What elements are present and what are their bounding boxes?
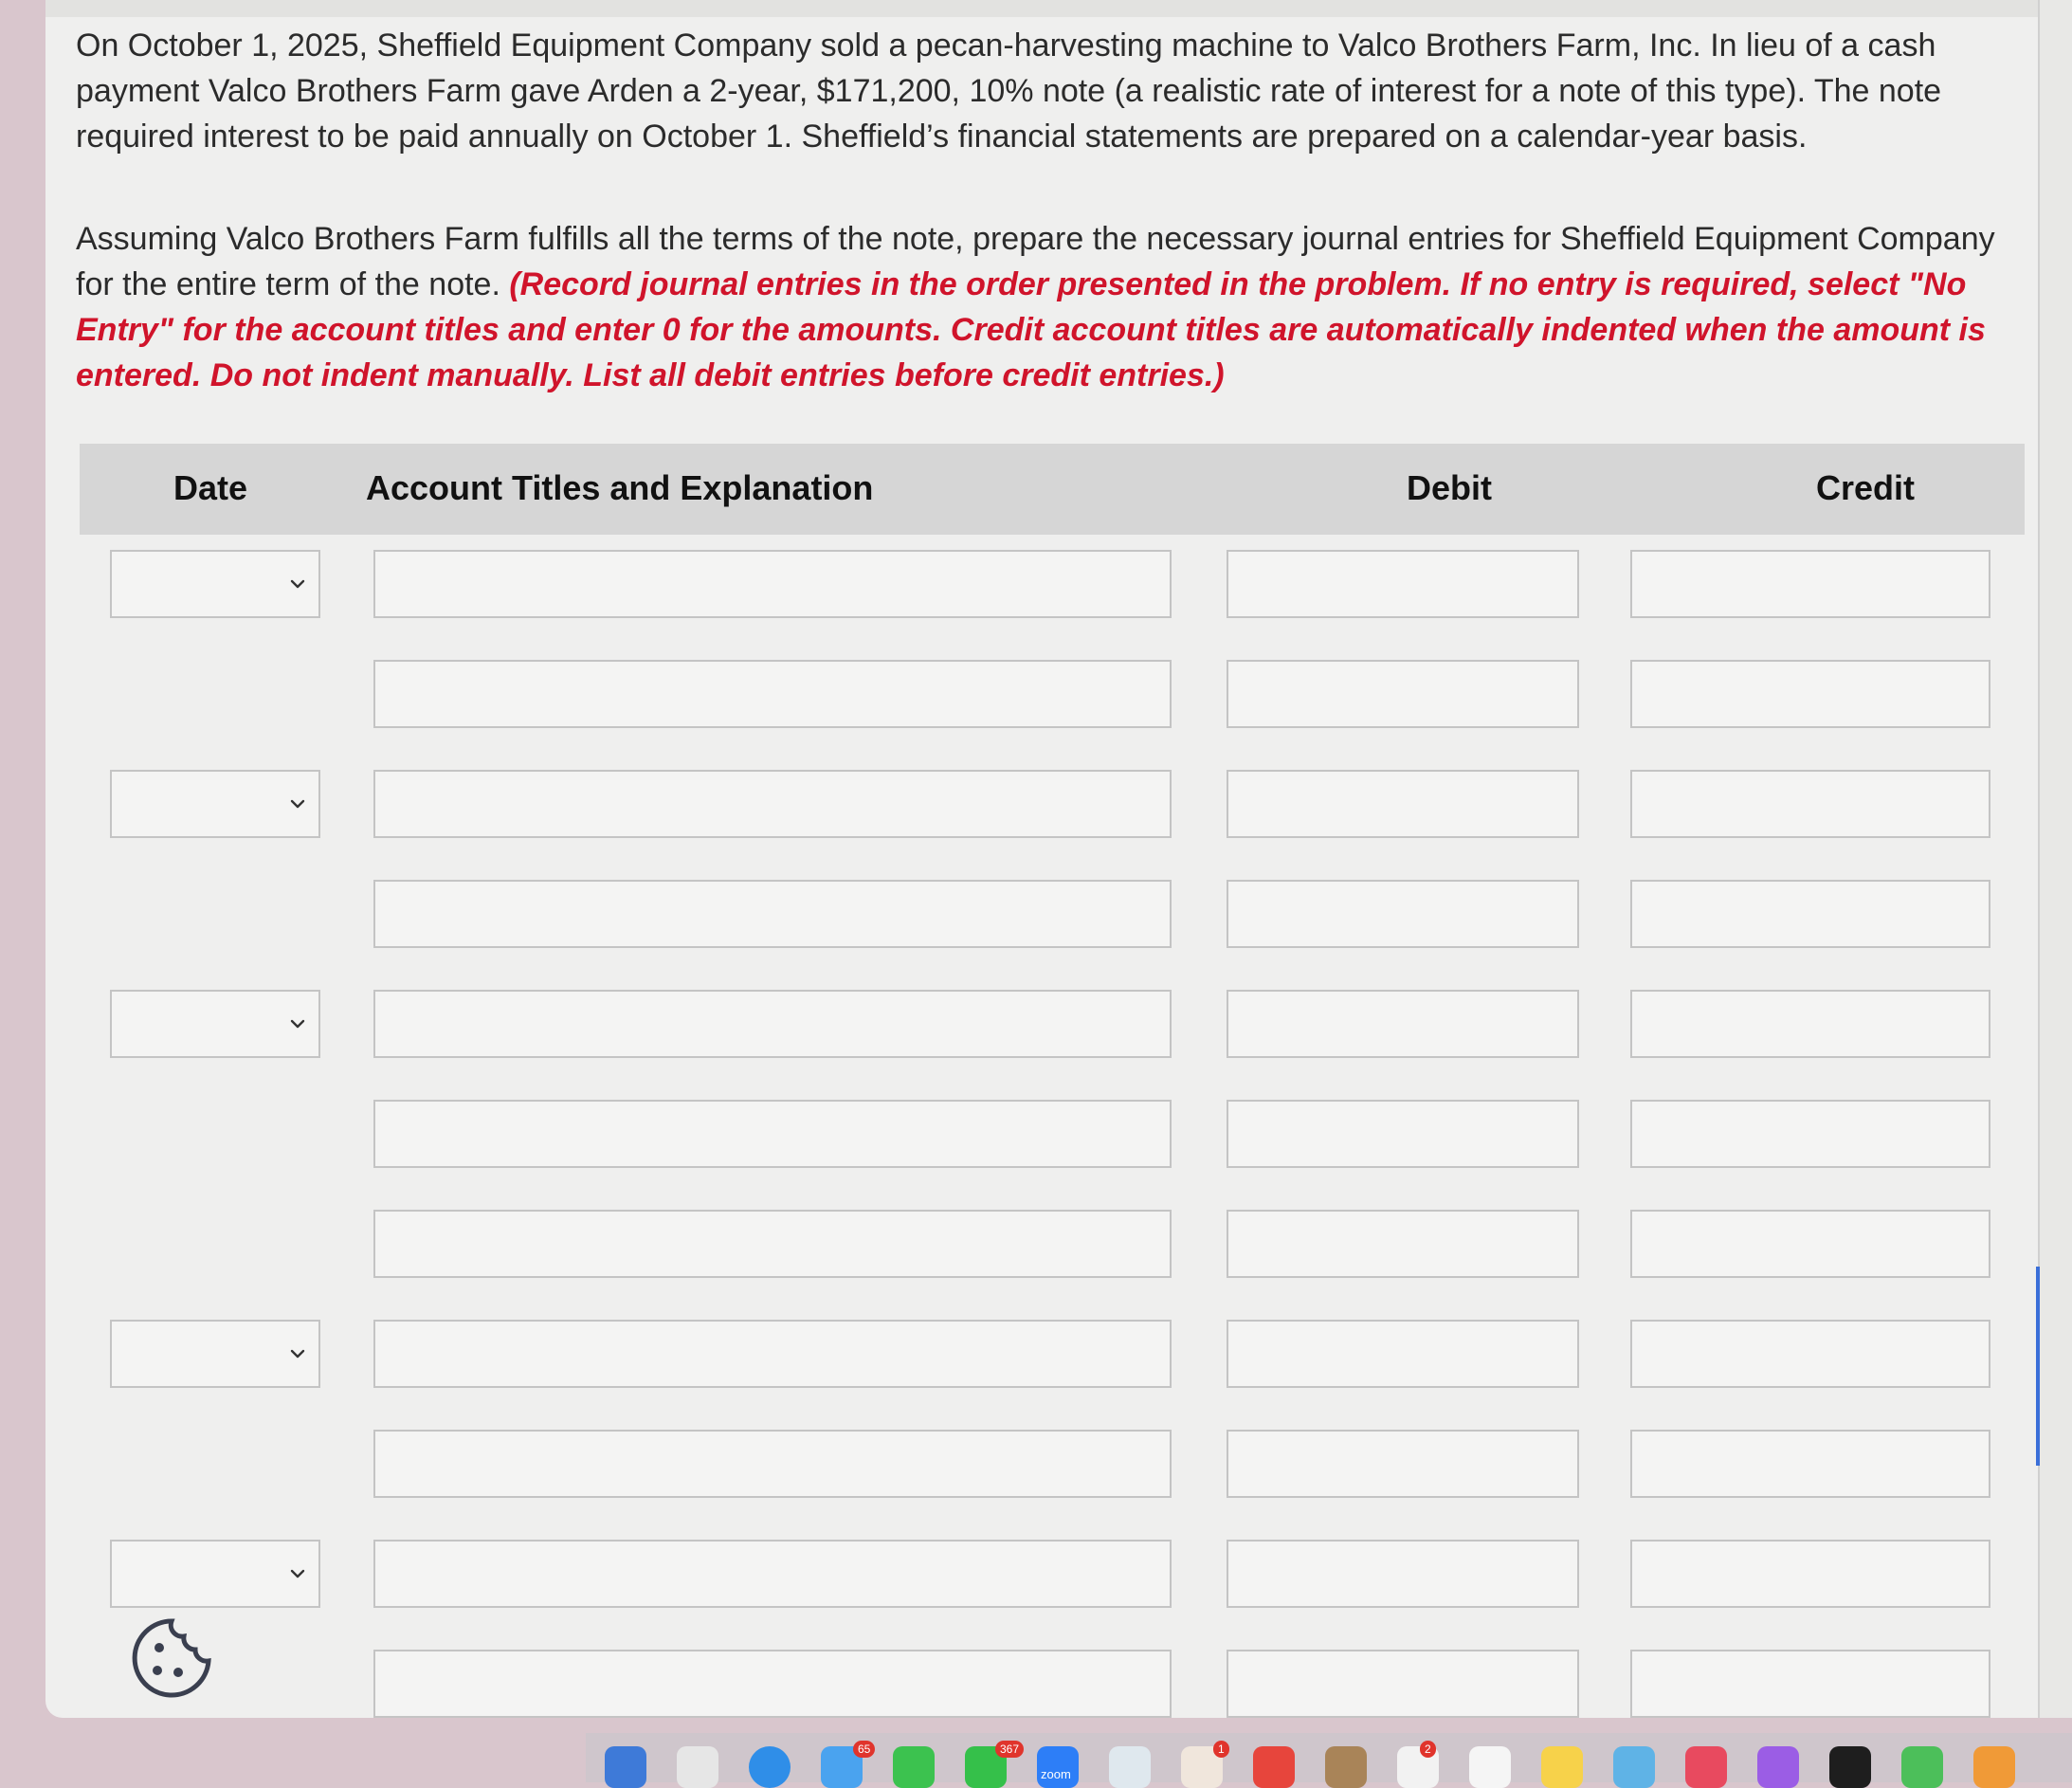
account-title-input-1[interactable] [373, 550, 1172, 618]
photos-badge: 1 [1213, 1741, 1229, 1758]
credit-input-11[interactable] [1630, 1650, 1990, 1718]
instructions-red: (Record journal entries in the order presented in the problem. If no entry is required, select "No Entry" for the account titles and enter 0 for the amounts. Credit account titles are automatically indented when the amount is entered. Do not indent manually. List all debit entries before credit entries.) [76, 266, 1986, 393]
debit-input-2[interactable] [1227, 660, 1579, 728]
chevron-down-icon [286, 1562, 309, 1585]
chevron-down-icon [286, 793, 309, 815]
music-icon[interactable] [1685, 1746, 1727, 1788]
header-date: Date [173, 468, 248, 507]
account-title-input-5[interactable] [373, 990, 1172, 1058]
credit-input-3[interactable] [1630, 770, 1990, 838]
date-select-1[interactable] [110, 550, 320, 618]
debit-input-6[interactable] [1227, 1100, 1579, 1168]
podcasts-icon[interactable] [1757, 1746, 1799, 1788]
instructions-paragraph [76, 216, 2009, 398]
reminders-icon[interactable] [1469, 1746, 1511, 1788]
news-icon[interactable] [1253, 1746, 1295, 1788]
account-title-input-2[interactable] [373, 660, 1172, 728]
cookie-settings-icon[interactable] [129, 1615, 214, 1701]
mail-badge: 65 [853, 1741, 875, 1758]
credit-input-10[interactable] [1630, 1540, 1990, 1608]
safari-icon[interactable] [749, 1746, 791, 1788]
account-title-input-7[interactable] [373, 1210, 1172, 1278]
account-title-input-3[interactable] [373, 770, 1172, 838]
maps-icon[interactable] [1109, 1746, 1151, 1788]
account-title-input-11[interactable] [373, 1650, 1172, 1718]
finder-icon[interactable] [605, 1746, 646, 1788]
debit-input-4[interactable] [1227, 880, 1579, 948]
launchpad-icon[interactable] [677, 1746, 718, 1788]
scrollbar-track[interactable] [2038, 0, 2072, 1718]
debit-input-10[interactable] [1227, 1540, 1579, 1608]
instructions-lead: Assuming Valco Brothers Farm fulfills all the terms of the note, prepare the necessary journal entries for Sheffield Equipment Company for the entire term of the note. [76, 221, 1995, 302]
credit-input-6[interactable] [1630, 1100, 1990, 1168]
contacts-icon[interactable] [1325, 1746, 1367, 1788]
debit-input-1[interactable] [1227, 550, 1579, 618]
date-select-10[interactable] [110, 1540, 320, 1608]
debit-input-11[interactable] [1227, 1650, 1579, 1718]
zoom-label: zoom [1041, 1767, 1071, 1781]
debit-input-7[interactable] [1227, 1210, 1579, 1278]
problem-paragraph: On October 1, 2025, Sheffield Equipment Company sold a pecan-harvesting machine to Valco Brothers Farm, Inc. In lieu of a cash payment Valco Brothers Farm gave Arden a 2-year, $171,200, 10% note (a realistic rate of interest for a note of this type). The note required interest to be paid annually on October 1. Sheffield’s financial statements are prepared on a calendar-year basis. [76, 27, 1942, 155]
credit-input-7[interactable] [1630, 1210, 1990, 1278]
finder-app-icon[interactable] [1613, 1746, 1655, 1788]
chevron-down-icon [286, 1013, 309, 1035]
header-account-titles: Account Titles and Explanation [366, 468, 874, 507]
zoom-icon[interactable] [1037, 1746, 1079, 1788]
date-select-3[interactable] [110, 770, 320, 838]
messages-badge: 367 [995, 1741, 1024, 1758]
account-title-input-8[interactable] [373, 1320, 1172, 1388]
chevron-down-icon [286, 1342, 309, 1365]
debit-input-3[interactable] [1227, 770, 1579, 838]
credit-input-2[interactable] [1630, 660, 1990, 728]
account-title-input-10[interactable] [373, 1540, 1172, 1608]
credit-input-4[interactable] [1630, 880, 1990, 948]
debit-input-5[interactable] [1227, 990, 1579, 1058]
credit-input-9[interactable] [1630, 1430, 1990, 1498]
pages-icon[interactable] [1973, 1746, 2015, 1788]
top-border [45, 0, 2072, 17]
scrollbar-thumb[interactable] [2036, 1267, 2040, 1466]
credit-input-1[interactable] [1630, 550, 1990, 618]
account-title-input-9[interactable] [373, 1430, 1172, 1498]
account-title-input-4[interactable] [373, 880, 1172, 948]
credit-input-8[interactable] [1630, 1320, 1990, 1388]
tv-icon[interactable] [1829, 1746, 1871, 1788]
account-title-input-6[interactable] [373, 1100, 1172, 1168]
numbers-icon[interactable] [1901, 1746, 1943, 1788]
header-credit: Credit [1816, 468, 1916, 507]
date-select-5[interactable] [110, 990, 320, 1058]
debit-input-8[interactable] [1227, 1320, 1579, 1388]
header-debit: Debit [1407, 468, 1492, 507]
notes-icon[interactable] [1541, 1746, 1583, 1788]
question-panel [45, 0, 2072, 1718]
facetime-icon[interactable] [893, 1746, 935, 1788]
credit-input-5[interactable] [1630, 990, 1990, 1058]
chevron-down-icon [286, 573, 309, 595]
date-select-8[interactable] [110, 1320, 320, 1388]
macos-dock [586, 1733, 2072, 1782]
journal-table-header [80, 444, 2025, 535]
debit-input-9[interactable] [1227, 1430, 1579, 1498]
calendar-badge: 2 [1420, 1741, 1436, 1758]
